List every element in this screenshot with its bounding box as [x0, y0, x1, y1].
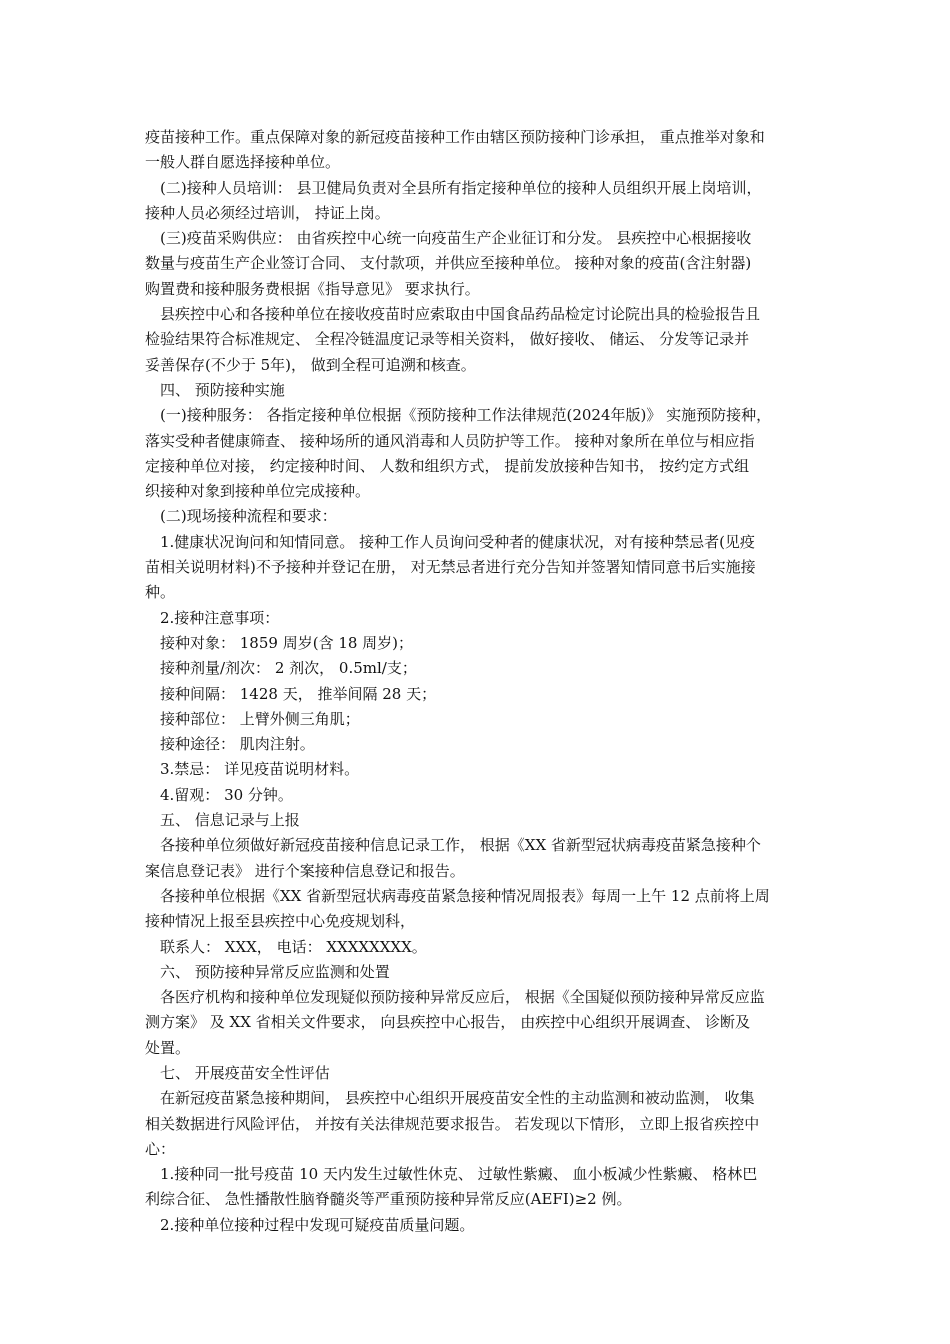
text-line: 各医疗机构和接种单位发现疑似预防接种异常反应后， 根据《全国疑似预防接种异常反应监: [160, 988, 765, 1007]
text-line: 测方案》 及 XX 省相关文件要求， 向县疾控中心报告， 由疾控中心组织开展调查、 诊断及: [145, 1013, 750, 1032]
text-line: 接种途径： 肌肉注射。: [160, 735, 315, 754]
text-line: 定接种单位对接， 约定接种时间、 人数和组织方式， 提前发放接种告知书， 按约定方式组: [145, 456, 750, 475]
text-line: 各接种单位须做好新冠疫苗接种信息记录工作， 根据《XX 省新型冠状病毒疫苗紧急接种个: [160, 836, 761, 855]
text-line: 利综合征、 急性播散性脑脊髓炎等严重预防接种异常反应(AEFI)≥2 例。: [145, 1190, 632, 1209]
text-line: 县疾控中心和各接种单位在接收疫苗时应索取由中国食品药品检定讨论院出具的检验报告且: [160, 305, 761, 324]
text-line: 接种剂量/剂次： 2 剂次， 0.5ml/支；: [160, 659, 417, 678]
text-line: 4.留观： 30 分钟。: [160, 785, 293, 804]
text-line: 各接种单位根据《XX 省新型冠状病毒疫苗紧急接种情况周报表》每周一上午 12 点前将上周: [160, 886, 770, 905]
text-line: 接种人员必须经过培训， 持证上岗。: [145, 203, 390, 222]
text-line: 处置。: [145, 1038, 191, 1057]
text-line: 心：: [145, 1139, 176, 1158]
text-line: 联系人： XXX， 电话： XXXXXXXX。: [160, 937, 427, 956]
text-line: 落实受种者健康筛查、 接种场所的通风消毒和人员防护等工作。 接种对象所在单位与相应指: [145, 431, 755, 450]
text-line: 接种对象： 1859 周岁(含 18 周岁)；: [160, 633, 414, 652]
document-body: [145, 125, 810, 1238]
text-line: 六、 预防接种异常反应监测和处置: [160, 962, 390, 981]
text-line: 疫苗接种工作。重点保障对象的新冠疫苗接种工作由辖区预防接种门诊承担， 重点推举对象和: [145, 128, 765, 146]
text-line: 2.接种单位接种过程中发现可疑疫苗质量问题。: [160, 1215, 475, 1234]
text-line: (三)疫苗采购供应： 由省疾控中心统一向疫苗生产企业征订和分发。 县疾控中心根据接收: [160, 229, 752, 248]
text-line: 苗相关说明材料)不予接种并登记在册， 对无禁忌者进行充分告知并签署知情同意书后实施接: [145, 558, 756, 577]
text-line: 接种部位： 上臂外侧三角肌；: [160, 709, 360, 728]
text-line: 购置费和接种服务费根据《指导意见》 要求执行。: [145, 279, 480, 298]
text-line: 妥善保存(不少于 5年)， 做到全程可追溯和核查。: [145, 355, 476, 374]
text-line: 在新冠疫苗紧急接种期间， 县疾控中心组织开展疫苗安全性的主动监测和被动监测， 收集: [160, 1089, 755, 1108]
text-line: 1.健康状况询问和知情同意。 接种工作人员询问受种者的健康状况，对有接种禁忌者(见疫: [160, 532, 755, 551]
text-line: 案信息登记表》 进行个案接种信息登记和报告。: [145, 861, 465, 880]
text-line: 相关数据进行风险评估， 并按有关法律规范要求报告。 若发现以下情形， 立即上报省疾控中: [145, 1114, 760, 1133]
text-line: (一)接种服务： 各指定接种单位根据《预防接种工作法律规范(2024年版)》 实施预防接种，: [160, 406, 772, 425]
text-line: 2.接种注意事项：: [160, 608, 280, 627]
text-line: 一般人群自愿选择接种单位。: [145, 153, 341, 172]
text-line: 种。: [145, 583, 176, 602]
text-line: (二)接种人员培训： 县卫健局负责对全县所有指定接种单位的接种人员组织开展上岗培训，: [160, 178, 762, 197]
text-line: 七、 开展疫苗安全性评估: [160, 1063, 330, 1082]
text-line: 织接种对象到接种单位完成接种。: [145, 482, 371, 501]
text-line: 3.禁忌： 详见疫苗说明材料。: [160, 760, 360, 779]
text-line: 检验结果符合标准规定、 全程冷链温度记录等相关资料， 做好接收、 储运、 分发等记录并: [145, 330, 750, 349]
text-line: 1.接种同一批号疫苗 10 天内发生过敏性休克、 过敏性紫癜、 血小板减少性紫癜、 格林巴: [160, 1165, 758, 1184]
text-line: 五、 信息记录与上报: [160, 811, 300, 830]
text-line: 接种间隔： 1428 天， 推举间隔 28 天；: [160, 684, 437, 703]
text-line: (二)现场接种流程和要求：: [160, 507, 337, 526]
text-line: 数量与疫苗生产企业签订合同、 支付款项，并供应至接种单位。 接种对象的疫苗(含注射器): [145, 254, 752, 273]
text-line: 四、 预防接种实施: [160, 380, 285, 399]
text-line: 接种情况上报至县疾控中心免疫规划科，: [145, 912, 416, 931]
